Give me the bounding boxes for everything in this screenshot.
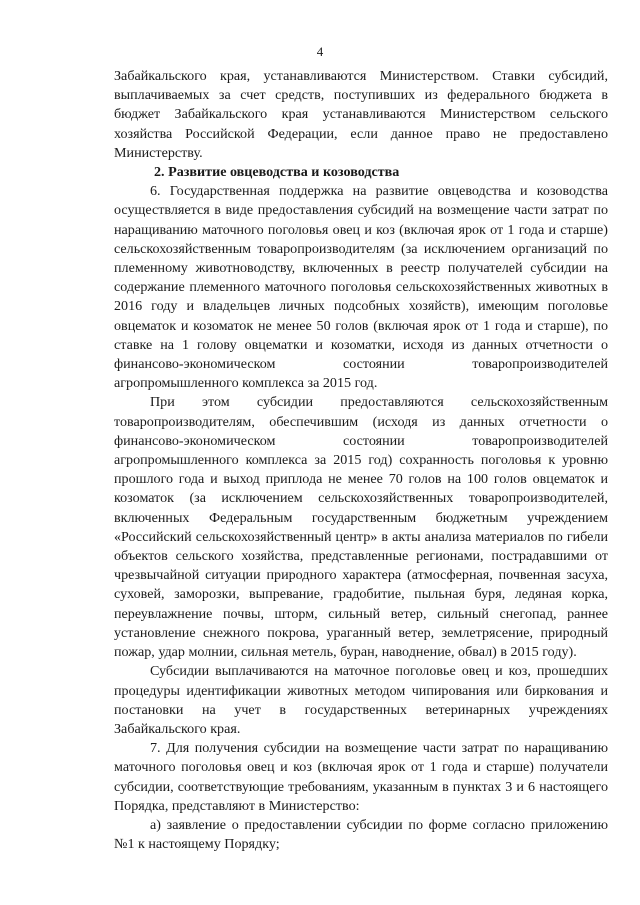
page-number: 4 [316, 44, 324, 59]
paragraph-item-a: а) заявление о предоставлении субсидии по форме согласно приложению №1 к настоящему Порядку; [114, 816, 608, 853]
paragraph-clause-7: 7. Для получения субсидии на возмещение части затрат по наращиванию маточного поголовья овец и коз (включая ярок от 1 года и старше) получатели субсидии, соответствующие требованиям, указанным в пунктах 3 и 6 настоящего Порядка, представляют в Министерство: [114, 740, 608, 814]
document-body [114, 67, 608, 854]
paragraph-continuation: Забайкальского края, устанавливаются Министерством. Ставки субсидий, выплачиваемых за счет средств, поступивших из федерального бюджета в бюджет Забайкальского края устанавливаются Министерством сельского хозяйства Российской Федерации, если данное право не предоставлено Министерству. [114, 68, 608, 161]
paragraph-subsidy-payment: Субсидии выплачиваются на маточное поголовье овец и коз, прошедших процедуры идентификации животных методом чипирования или биркования и постановки на учет в государственных ветеринарных учреждениях Забайкальского края. [114, 663, 608, 737]
paragraph-conditions: При этом субсидии предоставляются сельскохозяйственным товаропроизводителям, обеспечившим (исходя из данных отчетности о финансово-экономическом состоянии товаропроизводителей агропромышленного комплекса за 2015 год) сохранность поголовья к уровню прошлого года и выход приплода не менее 70 голов на 100 голов овцематок и козоматок (за исключением сельскохозяйственных товаропроизводителей, включенных Федеральным государственным бюджетным учреждением «Российский сельскохозяйственный центр» в акты анализа материалов по гибели объектов сельского хозяйства, представленные регионами, пострадавшими от чрезвычайной ситуации природного характера (атмосферная, почвенная засуха, суховей, заморозки, выпревание, градобитие, пыльная буря, ледяная корка, переувлажнение почвы, шторм, сильный ветер, сильный снегопад, раннее установление снежного покрова, ураганный ветер, землетрясение, природный пожар, удар молнии, сильная метель, буран, наводнение, обвал) в 2015 году). [114, 394, 608, 661]
paragraph-clause-6: 6. Государственная поддержка на развитие овцеводства и козоводства осуществляется в виде предоставления субсидий на возмещение части затрат по наращиванию маточного поголовья овец и коз (включая ярок от 1 года и старше) сельскохозяйственным товаропроизводителям (за исключением организаций по племенному животноводству, включенных в реестр получателей субсидии на содержание племенного маточного поголовья сельскохозяйственных животных в 2016 году и владельцев личных подсобных хозяйств), имеющим поголовье овцематок и козоматок не менее 50 голов (включая ярок от 1 года и старше), по ставке на 1 голову овцематки и козоматки, исходя из данных отчетности о финансово-экономическом состоянии товаропроизводителей агропромышленного комплекса за 2015 год. [114, 183, 608, 392]
section-heading: 2. Развитие овцеводства и козоводства [154, 164, 400, 181]
